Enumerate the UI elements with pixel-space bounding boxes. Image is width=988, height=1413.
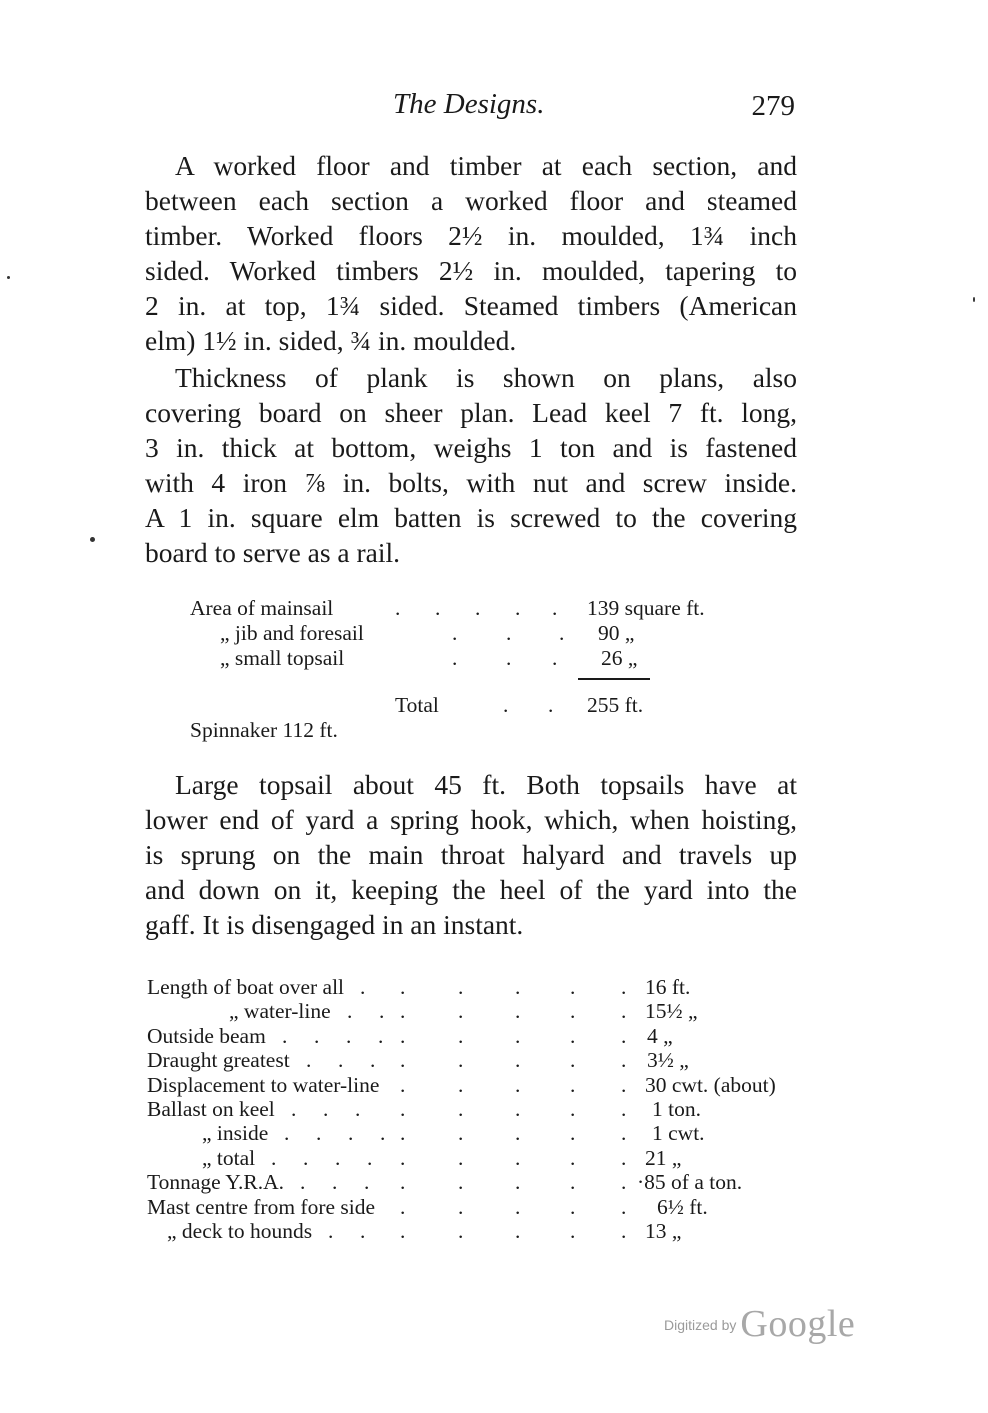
dot-leader: .	[314, 1023, 320, 1048]
dot-leader: .	[570, 999, 576, 1024]
row-label: Ballast on keel	[147, 1097, 275, 1121]
dot-leader: .	[515, 1219, 521, 1243]
dot-leader: .	[303, 1145, 309, 1170]
dot-leader: .	[332, 1170, 338, 1195]
dot-leader: .	[621, 1048, 627, 1073]
dot-leader: .	[570, 1219, 576, 1243]
table-row	[147, 975, 807, 1001]
row-value: 139 square ft.	[587, 596, 705, 620]
dot-leader: .	[282, 1023, 288, 1048]
dot-leader: .	[306, 1048, 312, 1073]
dot-leader: .	[400, 999, 406, 1024]
table-row: „ jib and foresail . . . 90 „	[220, 621, 635, 645]
dot-leader: .	[458, 1121, 464, 1146]
row-label: „ inside	[202, 1121, 269, 1146]
table-row	[147, 1170, 807, 1196]
row-label: Displacement to water-line	[147, 1072, 380, 1097]
dot-leader: .	[348, 1121, 354, 1146]
dot-leader: .	[458, 1097, 464, 1121]
dot-leader: .	[570, 1170, 576, 1195]
dot-leader: .	[364, 1170, 370, 1195]
text-line: Large topsail about 45 ft. Both topsails have at	[175, 769, 797, 800]
text-line: sided. Worked timbers 2½ in. moulded, tapering to	[145, 255, 797, 286]
row-label: „ total	[202, 1145, 256, 1170]
dot-leader: .	[400, 1072, 406, 1097]
table-row: „ small topsail . . . 26 „	[220, 646, 638, 670]
text-line: 3 in. thick at bottom, weighs 1 ton and is fastened	[145, 432, 797, 463]
text-line: A 1 in. square elm batten is screwed to the covering	[145, 502, 797, 533]
dot-leader: .	[316, 1121, 322, 1146]
dot-leader: .	[458, 1048, 464, 1073]
dot-leader: .	[570, 1194, 576, 1219]
dot-leader: .	[515, 999, 521, 1024]
row-value: 3½ „	[647, 1048, 689, 1073]
row-value: 4 „	[647, 1023, 673, 1048]
text-line: lower end of yard a spring hook, which, when hoisting,	[145, 804, 797, 835]
table-row	[147, 1048, 807, 1074]
text-line: covering board on sheer plan. Lead keel 7 ft. long,	[145, 397, 797, 428]
dot-leader: .	[621, 975, 627, 999]
table-row	[147, 1146, 807, 1172]
dot-leader: .	[621, 1145, 627, 1170]
paragraph-construction	[145, 148, 797, 358]
dot-leader: .	[621, 999, 627, 1024]
dot-leader: .	[458, 1170, 464, 1195]
row-label: Mast centre from fore side	[147, 1194, 376, 1219]
dot-leader: .	[379, 999, 385, 1024]
dot-leader: .	[570, 975, 576, 999]
row-label: Tonnage Y.R.A.	[147, 1170, 285, 1195]
table-row	[147, 1097, 807, 1123]
total-rule	[578, 678, 650, 680]
digitized-text: Digitized by	[664, 1317, 737, 1333]
dot-leader: .	[621, 1121, 627, 1146]
dot-leader: .	[400, 1023, 406, 1048]
dot-leader: .	[323, 1097, 329, 1121]
text-line: and down on it, keeping the heel of the yard into the	[145, 874, 797, 905]
row-value: 13 „	[645, 1219, 682, 1243]
scan-speck	[973, 297, 975, 302]
dot-leader: .	[271, 1145, 277, 1170]
dot-leader: .	[458, 1072, 464, 1097]
text-line: timber. Worked floors 2½ in. moulded, 1¾ inch	[145, 220, 797, 251]
row-label: „ water-line	[229, 999, 331, 1024]
dot-leader: .	[400, 1048, 406, 1073]
dot-leader: .	[458, 999, 464, 1024]
dot-leader: .	[621, 1097, 627, 1121]
scan-speck	[90, 537, 95, 542]
text-line: 2 in. at top, 1¾ sided. Steamed timbers (American	[145, 290, 797, 321]
dot-leader: .	[621, 1219, 627, 1243]
dot-leader: .	[570, 1072, 576, 1097]
dot-leader: .	[400, 1170, 406, 1195]
total-label: Total	[395, 693, 439, 717]
spinnaker-note	[190, 718, 490, 744]
table-row: Area of mainsail . . . . . 139 square ft.	[190, 596, 705, 620]
dot-leader: .	[355, 1097, 361, 1121]
text-line: Thickness of plank is shown on plans, also	[175, 362, 797, 393]
dot-leader: .	[621, 1194, 627, 1219]
dot-leader: .	[338, 1048, 344, 1073]
dot-leader: .	[515, 1121, 521, 1146]
dot-leader: .	[378, 1023, 384, 1048]
dot-leader: .	[347, 999, 353, 1024]
dot-leader: .	[328, 1219, 334, 1243]
dot-leader: .	[400, 1219, 406, 1243]
row-value: 26 „	[601, 646, 638, 670]
dot-leader: .	[367, 1145, 373, 1170]
text-line: between each section a worked floor and steamed	[145, 185, 797, 216]
dot-leader: .	[400, 1145, 406, 1170]
table-row	[147, 1121, 807, 1147]
dot-leader: .	[570, 1048, 576, 1073]
total-value: 255 ft.	[587, 693, 644, 717]
dot-leader: .	[515, 1023, 521, 1048]
dot-leader: .	[621, 1170, 627, 1195]
dot-leader: .	[515, 1194, 521, 1219]
page-number: 279	[751, 90, 795, 122]
dot-leader: .	[346, 1023, 352, 1048]
table-row	[147, 1195, 807, 1221]
row-value: 30 cwt. (about)	[645, 1072, 776, 1097]
dot-leader: .	[300, 1170, 306, 1195]
dot-leader: .	[400, 1121, 406, 1146]
dot-leader: .	[400, 1097, 406, 1121]
spinnaker-text: Spinnaker 112 ft.	[190, 718, 338, 742]
dot-leader: .	[515, 1145, 521, 1170]
row-label: Length of boat over all	[147, 975, 345, 999]
table-row	[147, 1219, 807, 1245]
dot-leader: .	[400, 975, 406, 999]
digitized-by-watermark	[664, 1302, 855, 1346]
dot-leader: .	[458, 1219, 464, 1243]
text-line: with 4 iron ⅞ in. bolts, with nut and screw inside.	[145, 467, 797, 498]
row-label: Draught greatest	[147, 1048, 290, 1073]
dot-leader: .	[291, 1097, 297, 1121]
text-line: board to serve as a rail.	[145, 537, 401, 568]
dot-leader: .	[360, 1219, 366, 1243]
row-value: 16 ft.	[645, 975, 691, 999]
dot-leader: .	[360, 975, 366, 999]
dot-leader: .	[515, 1048, 521, 1073]
dot-leader: .	[335, 1145, 341, 1170]
row-value: 15½ „	[645, 999, 698, 1024]
row-value: 90 „	[598, 621, 635, 645]
dot-leader: .	[570, 1145, 576, 1170]
dot-leader: .	[570, 1023, 576, 1048]
row-label: „ deck to hounds	[167, 1219, 313, 1243]
dot-leader: .	[621, 1023, 627, 1048]
row-value: 1 cwt.	[652, 1121, 705, 1146]
dot-leader: .	[515, 1097, 521, 1121]
dot-leader: .	[515, 1072, 521, 1097]
running-title: The Designs.	[393, 88, 545, 120]
dot-leader: .	[621, 1072, 627, 1097]
text-line: gaff. It is disengaged in an instant.	[145, 909, 524, 940]
total-row: Total . . 255 ft.	[395, 693, 644, 717]
table-row	[147, 1073, 807, 1099]
row-value: 21 „	[645, 1145, 682, 1170]
scan-speck	[7, 276, 10, 279]
dot-leader: .	[458, 975, 464, 999]
google-logo: Google	[740, 1303, 856, 1345]
row-value: 6½ ft.	[657, 1194, 708, 1219]
row-label: „ small topsail	[220, 646, 345, 670]
row-label: Outside beam	[147, 1023, 266, 1048]
paragraph-topsail	[145, 767, 797, 942]
dot-leader: .	[515, 975, 521, 999]
dot-leader: .	[370, 1048, 376, 1073]
text-line: A worked floor and timber at each section, and	[175, 150, 797, 181]
dot-leader: .	[458, 1194, 464, 1219]
row-label: Area of mainsail	[190, 596, 334, 620]
dot-leader: .	[284, 1121, 290, 1146]
page-header	[145, 88, 795, 128]
dot-leader: .	[570, 1121, 576, 1146]
paragraph-planking	[145, 360, 797, 570]
text-line: is sprung on the main throat halyard and travels up	[145, 839, 797, 870]
dot-leader: .	[570, 1097, 576, 1121]
dot-leader: .	[458, 1145, 464, 1170]
dot-leader: .	[458, 1023, 464, 1048]
table-row	[147, 1024, 807, 1050]
dot-leader: .	[400, 1194, 406, 1219]
dot-leader: .	[515, 1170, 521, 1195]
table-row	[147, 999, 807, 1025]
dot-leader: .	[380, 1121, 386, 1146]
row-label: „ jib and foresail	[220, 621, 364, 645]
text-line: elm) 1½ in. sided, ¾ in. moulded.	[145, 325, 517, 356]
row-value: 1 ton.	[652, 1097, 701, 1121]
row-value: ·85 of a ton.	[637, 1170, 743, 1195]
